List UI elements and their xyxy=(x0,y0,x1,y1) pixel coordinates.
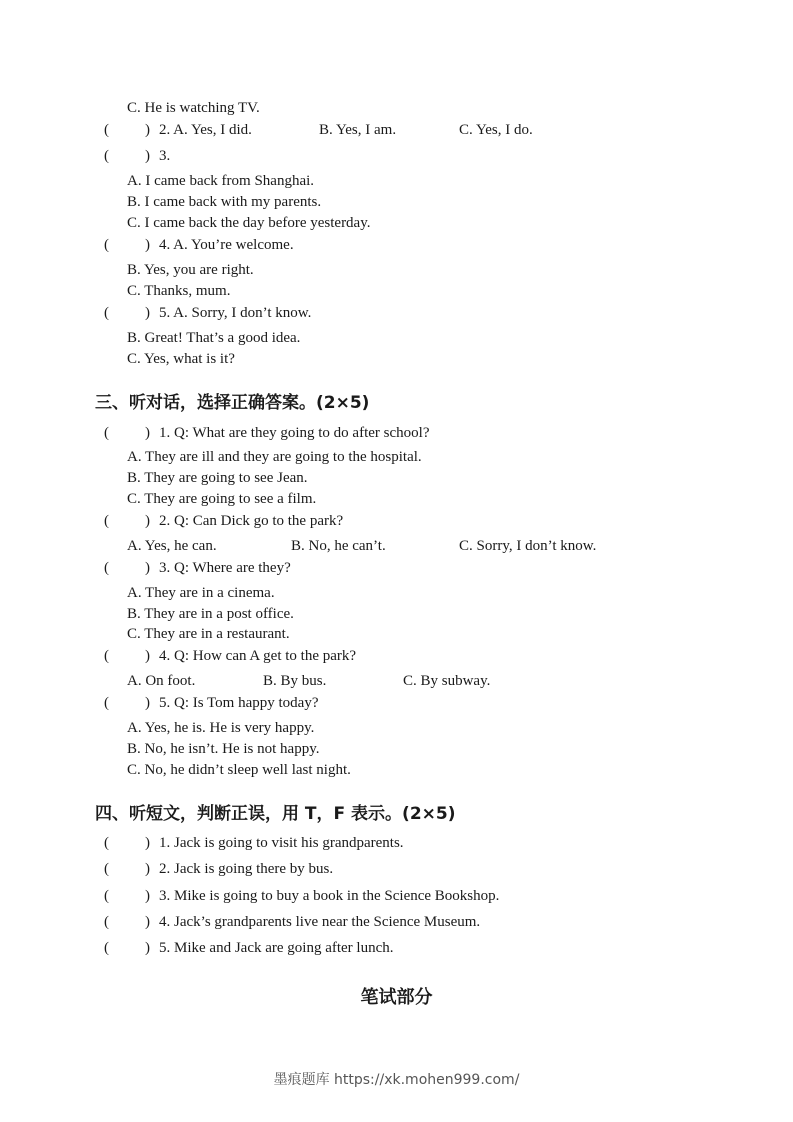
answer-paren-close: ) xyxy=(145,305,150,321)
q3-number: 3. xyxy=(159,148,171,164)
q2-option-c: C. Yes, I do. xyxy=(459,122,533,138)
answer-paren-open: ( xyxy=(104,237,109,253)
answer-paren-open: ( xyxy=(104,425,109,441)
s3-q4-option-c: C. By subway. xyxy=(403,673,491,689)
s3-q3-question: 3. Q: Where are they? xyxy=(159,560,291,576)
q4-option-a: 4. A. You’re welcome. xyxy=(159,237,294,253)
s3-q5-option-a: A. Yes, he is. He is very happy. xyxy=(127,720,315,736)
answer-paren-open: ( xyxy=(104,888,109,904)
answer-paren-open: ( xyxy=(104,695,109,711)
s4-statement: 2. Jack is going there by bus. xyxy=(159,861,334,877)
q2-option-b: B. Yes, I am. xyxy=(319,122,397,138)
answer-paren-close: ) xyxy=(145,861,150,877)
footer-watermark: 墨痕题库 https://xk.mohen999.com/ xyxy=(273,1072,520,1088)
s4-statement: 1. Jack is going to visit his grandparents. xyxy=(159,835,404,851)
answer-paren-close: ) xyxy=(145,648,150,664)
s3-q5-question: 5. Q: Is Tom happy today? xyxy=(159,695,319,711)
answer-paren-open: ( xyxy=(104,122,109,138)
answer-paren-close: ) xyxy=(145,914,150,930)
s3-q3-option-b: B. They are in a post office. xyxy=(127,606,294,622)
section-3-heading: 三、听对话，选择正确答案。(2×5) xyxy=(95,393,370,413)
s3-q3-option-c: C. They are in a restaurant. xyxy=(127,626,290,642)
s3-q5-option-b: B. No, he isn’t. He is not happy. xyxy=(127,741,320,757)
s3-q4-question: 4. Q: How can A get to the park? xyxy=(159,648,357,664)
answer-paren-open: ( xyxy=(104,305,109,321)
s3-q2-option-b: B. No, he can’t. xyxy=(291,538,386,554)
s3-q2-question: 2. Q: Can Dick go to the park? xyxy=(159,513,344,529)
s3-q2-option-c: C. Sorry, I don’t know. xyxy=(459,538,597,554)
s3-q2-option-a: A. Yes, he can. xyxy=(127,538,217,554)
s4-statement: 4. Jack’s grandparents live near the Science Museum. xyxy=(159,914,481,930)
answer-paren-open: ( xyxy=(104,861,109,877)
answer-paren-open: ( xyxy=(104,914,109,930)
q4-option-b: B. Yes, you are right. xyxy=(127,262,254,278)
answer-paren-close: ) xyxy=(145,513,150,529)
answer-paren-open: ( xyxy=(104,513,109,529)
answer-paren-open: ( xyxy=(104,648,109,664)
answer-paren-open: ( xyxy=(104,940,109,956)
s3-q1-option-c: C. They are going to see a film. xyxy=(127,491,317,507)
q1-option-c: C. He is watching TV. xyxy=(127,100,260,116)
written-section-title: 笔试部分 xyxy=(360,987,433,1008)
s3-q1-option-a: A. They are ill and they are going to the hospital. xyxy=(127,449,422,465)
s3-q4-option-a: A. On foot. xyxy=(127,673,196,689)
answer-paren-close: ) xyxy=(145,888,150,904)
s3-q3-option-a: A. They are in a cinema. xyxy=(127,585,275,601)
q3-option-c: C. I came back the day before yesterday. xyxy=(127,215,371,231)
answer-paren-close: ) xyxy=(145,695,150,711)
q3-option-b: B. I came back with my parents. xyxy=(127,194,322,210)
answer-paren-open: ( xyxy=(104,835,109,851)
answer-paren-close: ) xyxy=(145,148,150,164)
s4-statement: 3. Mike is going to buy a book in the Science Bookshop. xyxy=(159,888,500,904)
answer-paren-close: ) xyxy=(145,237,150,253)
q4-option-c: C. Thanks, mum. xyxy=(127,283,231,299)
s4-statement: 5. Mike and Jack are going after lunch. xyxy=(159,940,394,956)
s3-q4-option-b: B. By bus. xyxy=(263,673,327,689)
answer-paren-open: ( xyxy=(104,560,109,576)
q5-option-c: C. Yes, what is it? xyxy=(127,351,235,367)
answer-paren-close: ) xyxy=(145,425,150,441)
q2-option-a: 2. A. Yes, I did. xyxy=(159,122,252,138)
q5-option-a: 5. A. Sorry, I don’t know. xyxy=(159,305,312,321)
s3-q1-option-b: B. They are going to see Jean. xyxy=(127,470,308,486)
s3-q1-question: 1. Q: What are they going to do after school? xyxy=(159,425,430,441)
s3-q5-option-c: C. No, he didn’t sleep well last night. xyxy=(127,762,351,778)
answer-paren-close: ) xyxy=(145,560,150,576)
answer-paren-close: ) xyxy=(145,940,150,956)
q5-option-b: B. Great! That’s a good idea. xyxy=(127,330,301,346)
section-4-heading: 四、听短文，判断正误，用 T，F 表示。(2×5) xyxy=(95,804,456,824)
answer-paren-close: ) xyxy=(145,122,150,138)
answer-paren-close: ) xyxy=(145,835,150,851)
answer-paren-open: ( xyxy=(104,148,109,164)
q3-option-a: A. I came back from Shanghai. xyxy=(127,173,315,189)
